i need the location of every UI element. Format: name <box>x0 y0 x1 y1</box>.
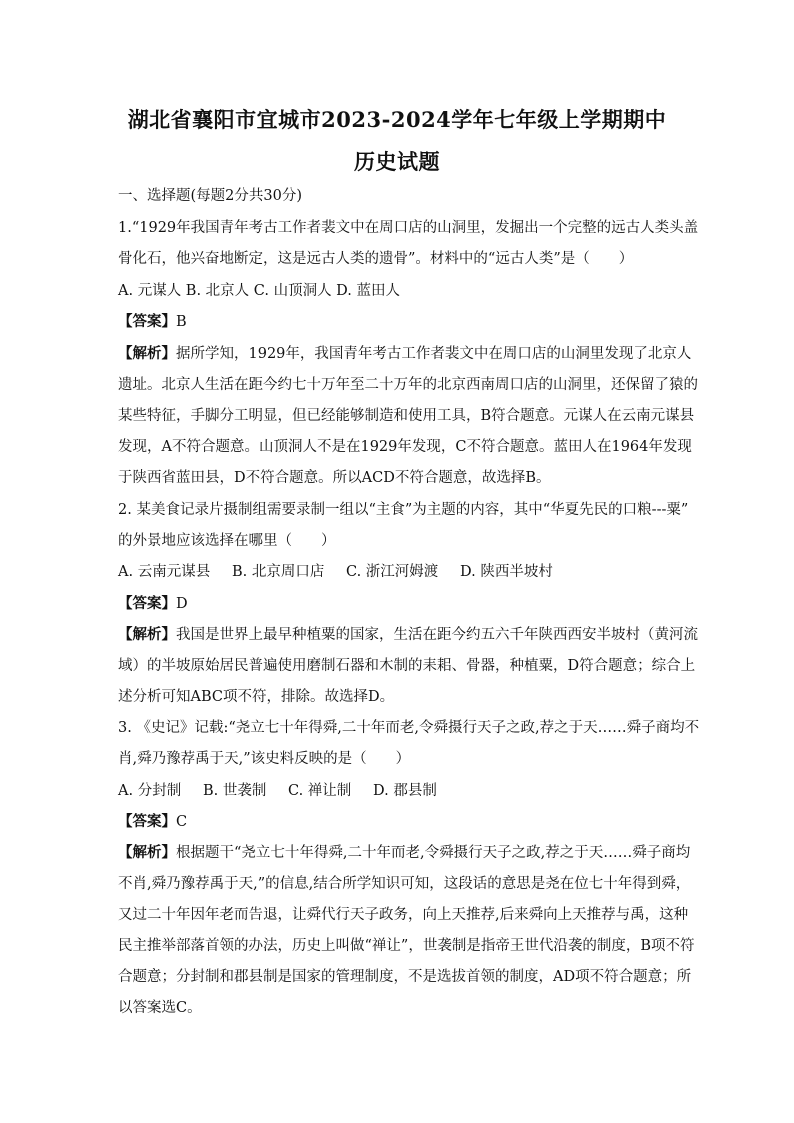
q2-answer <box>118 594 678 614</box>
analysis-text: 据所学知，1929年，我国青年考古工作者裴文中在周口店的山洞里发现了北京人 <box>176 346 692 362</box>
answer-label: 【答案】 <box>118 313 176 330</box>
q2-analysis-line: 域）的半坡原始居民普遍使用磨制石器和木制的耒耜、骨器，种植粟，D符合题意；综合上 <box>118 658 696 674</box>
q2-analysis-line <box>118 625 698 645</box>
q3-analysis-line: 不肖,舜乃豫荐禹于天,”的信息,结合所学知识可知，这段话的意思是尧在位七十年得到舜， <box>118 876 691 892</box>
answer-label: 【答案】 <box>118 595 176 612</box>
q2-stem-line: 的外景地应该选择在哪里（ ） <box>118 533 336 549</box>
q3-analysis-line: 以答案选C。 <box>118 1000 202 1016</box>
q2-stem-line: 2. 某美食记录片摄制组需要录制一组以“主食”为主题的内容，其中“华夏先民的口粮---粟” <box>118 502 689 518</box>
q3-analysis-line <box>118 843 691 863</box>
option-d: D. 郡县制 <box>373 783 437 799</box>
option-a: A. 云南元谋县 <box>118 564 211 580</box>
q1-analysis-line <box>118 344 692 364</box>
option-a: A. 分封制 <box>118 783 182 799</box>
answer-value: B <box>176 314 187 330</box>
section-heading: 一、选择题(每题2分共30分) <box>118 188 302 204</box>
analysis-label: 【解析】 <box>118 844 176 861</box>
answer-value: D <box>176 596 188 612</box>
answer-label: 【答案】 <box>118 813 176 830</box>
q1-analysis-line: 遗址。北京人生活在距今约七十万年至二十万年的北京西南周口店的山洞里，还保留了猿的 <box>118 377 698 393</box>
analysis-label: 【解析】 <box>118 626 176 643</box>
analysis-label: 【解析】 <box>118 345 176 362</box>
q3-stem-line: 肖,舜乃豫荐禹于天,”该史料反映的是（ ） <box>118 751 411 767</box>
analysis-text: 根据题干“尧立七十年得舜,二十年而老,令舜摄行天子之政,荐之于天……舜子商均 <box>176 845 691 861</box>
q3-analysis-line: 合题意；分封制和郡县制是国家的管理制度，不是选拔首领的制度，AD项不符合题意；所 <box>118 969 692 985</box>
q1-analysis-line: 某些特征，手脚分工明显，但已经能够制造和使用工具，B符合题意。元谋人在云南元谋县 <box>118 408 695 424</box>
q3-stem-line: 3. 《史记》记载:“尧立七十年得舜,二十年而老,令舜摄行天子之政,荐之于天……舜子商均不 <box>118 720 700 736</box>
option-b: B. 世袭制 <box>203 783 267 799</box>
option-b: B. 北京周口店 <box>232 564 325 580</box>
option-c: C. 浙江河姆渡 <box>346 564 439 580</box>
answer-value: C <box>176 814 188 830</box>
q1-answer <box>118 312 678 332</box>
q3-analysis-line: 民主推举部落首领的办法，历史上叫做“禅让”，世袭制是指帝王世代沿袭的制度，B项不符 <box>118 938 695 954</box>
analysis-text: 我国是世界上最早种植粟的国家，生活在距今约五六千年陕西西安半坡村（黄河流 <box>176 627 698 643</box>
q1-analysis-line: 发现，A不符合题意。山顶洞人不是在1929年发现，C不符合题意。蓝田人在1964年发现 <box>118 439 692 455</box>
q3-analysis-line: 又过二十年因年老而告退，让舜代行天子政务，向上天推荐,后来舜向上天推荐与禹，这种 <box>118 907 689 923</box>
q2-analysis-line: 述分析可知ABC项不符，排除。故选择D。 <box>118 689 395 705</box>
q1-analysis-line: 于陕西省蓝田县，D不符合题意。所以ACD不符合题意，故选择B。 <box>118 470 551 486</box>
document-title: 湖北省襄阳市宜城市2023-2024学年七年级上学期期中 <box>127 107 667 132</box>
document-subtitle: 历史试题 <box>354 149 440 174</box>
q2-options <box>118 562 678 582</box>
q3-options <box>118 781 678 801</box>
q1-options: A. 元谋人 B. 北京人 C. 山顶洞人 D. 蓝田人 <box>118 283 401 299</box>
q1-stem-line: 骨化石，他兴奋地断定，这是远古人类的遗骨”。材料中的“远古人类”是（ ） <box>118 251 634 267</box>
q3-answer <box>118 812 678 832</box>
q1-stem-line: 1.“1929年我国青年考古工作者裴文中在周口店的山洞里，发掘出一个完整的远古人类头盖 <box>118 220 699 236</box>
option-c: C. 禅让制 <box>288 783 352 799</box>
option-d: D. 陕西半坡村 <box>460 564 553 580</box>
